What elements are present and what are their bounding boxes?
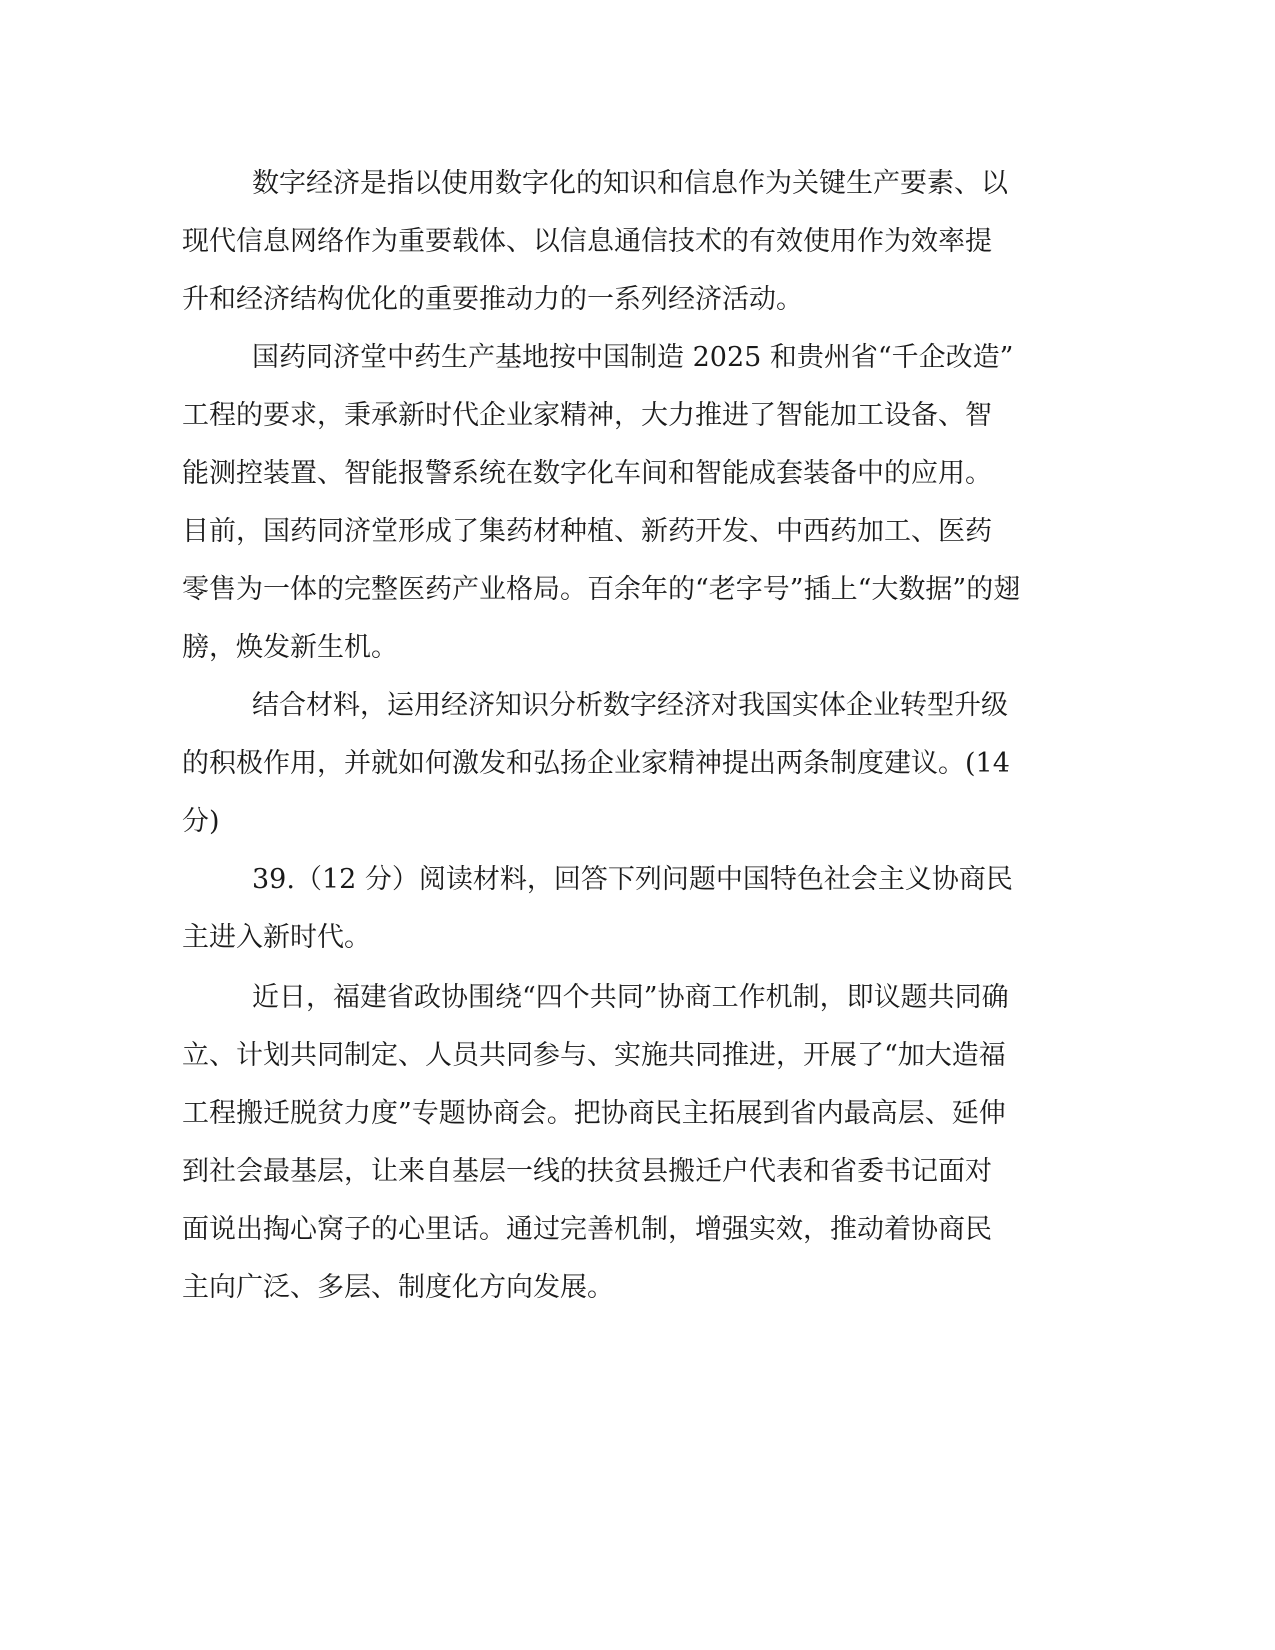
paragraph-1-line-2: 现代信息网络作为重要载体、以信息通信技术的有效使用作为效率提 [182,226,992,257]
paragraph-5-line-6: 主向广泛、多层、制度化方向发展。 [182,1272,614,1303]
paragraph-5-line-4: 到社会最基层，让来自基层一线的扶贫县搬迁户代表和省委书记面对 [182,1156,992,1187]
paragraph-5-line-5: 面说出掏心窝子的心里话。通过完善机制，增强实效，推动着协商民 [182,1214,992,1245]
paragraph-1-line-3: 升和经济结构优化的重要推动力的一系列经济活动。 [182,284,803,315]
paragraph-2-line-4: 目前，国药同济堂形成了集药材种植、新药开发、中西药加工、医药 [182,516,992,547]
paragraph-5-line-1: 近日，福建省政协围绕“四个共同”协商工作机制，即议题共同确 [252,982,1009,1013]
paragraph-5-line-2: 立、计划共同制定、人员共同参与、实施共同推进，开展了“加大造福 [182,1040,1006,1071]
paragraph-2-line-6: 膀，焕发新生机。 [182,632,398,663]
paragraph-1-line-1: 数字经济是指以使用数字化的知识和信息作为关键生产要素、以 [252,168,1008,199]
paragraph-3-line-2: 的积极作用，并就如何激发和弘扬企业家精神提出两条制度建议。(14 [182,748,1010,779]
paragraph-2-line-1: 国药同济堂中药生产基地按中国制造 2025 和贵州省“千企改造” [252,342,1014,373]
question-39-line-2: 主进入新时代。 [182,922,371,953]
paragraph-2-line-5: 零售为一体的完整医药产业格局。百余年的“老字号”插上“大数据”的翅 [182,574,1021,605]
question-39-line-1: 39.（12 分）阅读材料，回答下列问题中国特色社会主义协商民 [252,864,1013,895]
paragraph-5-line-3: 工程搬迁脱贫力度”专题协商会。把协商民主拓展到省内最高层、延伸 [182,1098,1006,1129]
paragraph-2-line-2: 工程的要求，秉承新时代企业家精神，大力推进了智能加工设备、智 [182,400,992,431]
paragraph-2-line-3: 能测控装置、智能报警系统在数字化车间和智能成套装备中的应用。 [182,458,992,489]
paragraph-3-line-3: 分) [182,806,220,837]
paragraph-3-line-1: 结合材料，运用经济知识分析数字经济对我国实体企业转型升级 [252,690,1008,721]
